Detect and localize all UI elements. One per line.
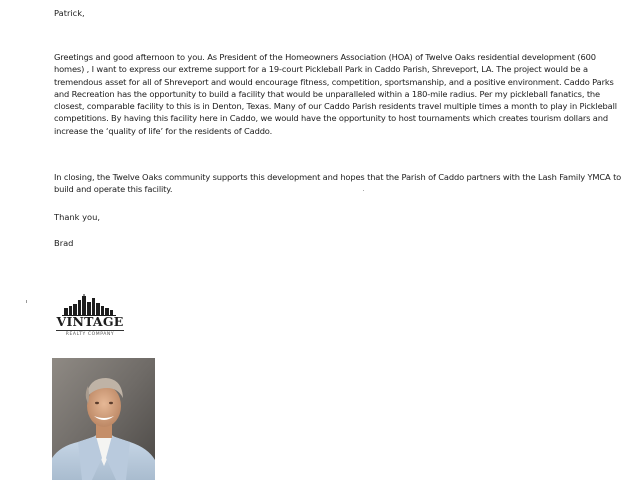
city-skyline-icon bbox=[54, 294, 126, 316]
salutation: Patrick, bbox=[54, 8, 85, 18]
company-logo bbox=[54, 294, 126, 346]
headshot-photo bbox=[52, 358, 155, 480]
paragraph-1: Greetings and good afternoon to you. As President of the Homeowners Association (HOA) of Twelve Oaks residential development (600 homes) , I want to express our extreme support for a 19-court Pickleball Park in Caddo Parish, Shreveport, LA. The project would be a tremendous asset for all of Shreveport and would encourage fitness, competition, sportsmanship, and a positive environment. Caddo Parks and Recreation has the opportunity to build a facility that would be unparalleled within a 180-mile radius. Per my pickleball fanatics, the closest, comparable facility to this is in Denton, Texas. Many of our Caddo Parish residents travel multiple times a month to play in Pickleball competitions. By having this facility here in Caddo, we would have the opportunity to host tournaments which creates tourism dollars and increase the ‘quality of life’ for the residents of Caddo. bbox=[54, 52, 617, 136]
logo-wordmark: VINTAGE bbox=[56, 314, 124, 329]
logo-subtitle: REALTY COMPANY bbox=[65, 332, 115, 337]
logo-divider bbox=[56, 330, 124, 331]
signature: Brad bbox=[54, 238, 74, 248]
scan-speck bbox=[363, 190, 364, 191]
paragraph-2: In closing, the Twelve Oaks community supports this development and hopes that the Parish of Caddo partners with the Lash Family YMCA to build and operate this facility. bbox=[54, 172, 622, 195]
scan-speck bbox=[26, 300, 27, 303]
closing: Thank you, bbox=[54, 212, 100, 222]
